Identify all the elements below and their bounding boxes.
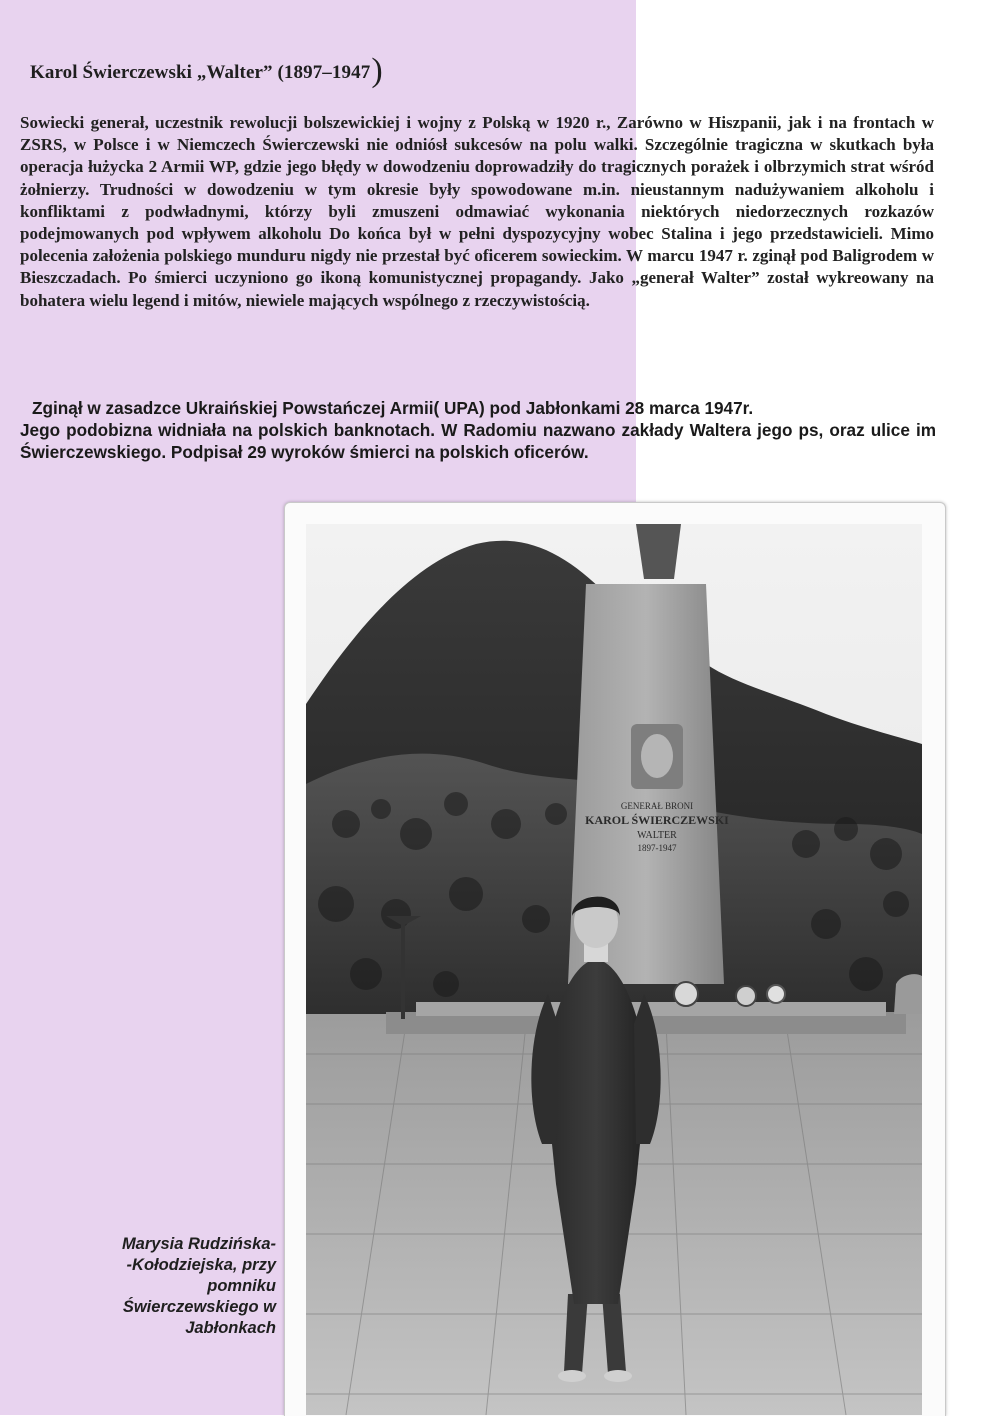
plaque-line-3: WALTER <box>637 830 677 841</box>
portrait-face <box>641 734 673 778</box>
plaque-line-2: KAROL ŚWIERCZEWSKI <box>585 813 729 827</box>
death-note-rest: Jego podobizna widniała na polskich banknotach. W Radomiu nazwano zakłady Waltera jego ps, oraz ulice im Świerczewskiego. Podpisał 29 wyroków śmierci na polskich oficerów. <box>20 420 936 462</box>
photo-illustration <box>306 524 922 1415</box>
death-note-first-line: Zginął w zasadzce Ukraińskiej Powstańczej Armii( UPA) pod Jabłonkami 28 marca 1947r. <box>32 398 754 418</box>
plaque-line-1: GENERAŁ BRONI <box>620 801 694 811</box>
title-text: Karol Świerczewski „Walter” (1897–1947 <box>30 62 371 83</box>
monument-photograph <box>306 524 922 1415</box>
title-closing-paren: ) <box>371 52 383 89</box>
plaque-line-4: 1897-1947 <box>637 843 677 853</box>
death-note-paragraph <box>20 397 936 463</box>
page-title <box>30 52 383 90</box>
lamp-post <box>401 919 405 1019</box>
photo-caption: Marysia Rudzińska- -Kołodziejska, przy pomniku Świerczewskiego w Jabłonkach <box>121 1235 276 1337</box>
biography-paragraph: Sowiecki generał, uczestnik rewolucji bolszewickiej i wojny z Polską w 1920 r., Zarówno w Hiszpanii, jak i na frontach w ZSRS, w Polsce i w Niemczech Świerczewski nie odniósł sukcesów na polu walki. Szczególnie tragiczna w skutkach była operacja łużycka 2 Armii WP, gdzie jego błędy w dowodzeniu doprowadziły do tragicznych porażek i olbrzymich strat wśród żołnierzy. Trudności w dowodzeniu w tym okresie były spowodowane m.in. nieustannym nadużywaniem alkoholu i konfliktami z podwładnymi, którzy byli zmuszeni odmawiać wykonania niektórych niedorzecznych rozkazów podejmowanych pod wpływem alkoholu Do końca był w pełni dyspozycyjny wobec Stalina i jego przedstawicieli. Mimo polecenia założenia polskiego munduru nigdy nie przestał być oficerem sowieckim. W marcu 1947 r. zginął pod Baligrodem w Bieszczadach. Po śmierci uczyniono go ikoną komunistycznej propagandy. Jako „generał Walter” został wykreowany na bohatera wielu legend i mitów, niewiele mających wspólnego z rzeczywistością. <box>20 113 934 310</box>
